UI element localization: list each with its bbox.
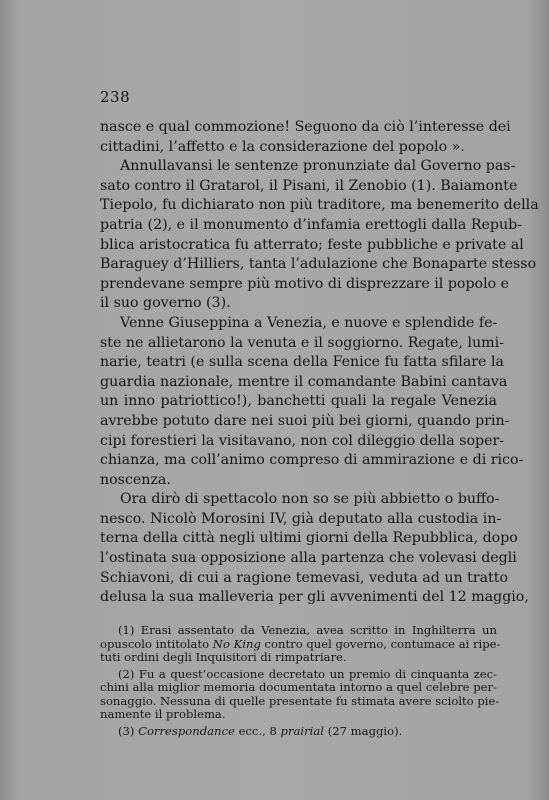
footnote-italic-text: prairial: [280, 723, 325, 738]
footnote-text: (27 maggio).: [324, 723, 403, 738]
text-line: sato contro il Gratarol, il Pisani, il Zenobio (1). Baiamonte: [100, 177, 518, 194]
footnote-line: [100, 636, 501, 652]
text-line: guardia nazionale, mentre il comandante Babini cantava: [100, 373, 508, 390]
footnote-line: [100, 681, 497, 695]
text-line: noscenza.: [100, 471, 171, 488]
text-line: Baraguey d’Hilliers, tanta l’adulazione che Bonaparte stesso: [100, 256, 537, 273]
footnote-text: sonaggio. Nessuna di quelle presentate fu stimata avere sciolto pie-: [100, 693, 500, 708]
text-line: Schiavoni, di cui a ragione temevasi, veduta ad un tratto: [100, 569, 509, 586]
footnote-text: (3): [118, 723, 139, 738]
text-line: cipi forestieri la visitavano, non col dileggio della soper-: [100, 432, 505, 449]
footnote: [100, 623, 501, 665]
text-line: narie, teatri (e sulla scena della Fenice fu fatta sfilare la: [100, 354, 504, 371]
text-line: nesco. Nicolò Morosini IV, già deputato alla custodia in-: [100, 510, 502, 527]
text-line: patria (2), e il monumento d’infamia erettogli dalla Repub-: [100, 216, 523, 233]
text-line: Annullavansi le sentenze pronunziate dal Governo pas-: [120, 158, 516, 175]
footnote: [100, 666, 500, 722]
footnote-line: [100, 668, 497, 682]
text-line: terna della città negli ultimi giorni della Repubblica, dopo: [100, 530, 518, 547]
footnote-text: (1) Erasi assentato da Venezia, avea scritto in Inghilterra un: [118, 623, 497, 637]
text-line: Ora dirò di spettacolo non so se più abbietto o buffo-: [120, 491, 500, 508]
footnote-text: namente il problema.: [100, 707, 226, 721]
text-line: ste ne allietarono la venuta e il soggiorno. Regate, lumi-: [100, 334, 504, 351]
footnote: [100, 725, 497, 739]
text-line: blica aristocratica fu atterrato; feste pubbliche e private al: [100, 236, 524, 253]
text-line: cittadini, l’affetto e la considerazione del popolo ».: [100, 138, 465, 155]
footnote-italic-text: No King: [212, 636, 261, 651]
footnote-text: tuti ordini degli Inquisitori di rimpatriare.: [100, 650, 347, 664]
footnote-italic-text: Correspondance: [138, 723, 235, 738]
footnote-text: chini alla miglior memoria documentata intorno a quel celebre per-: [100, 680, 497, 694]
footnotes: [100, 623, 501, 741]
footnote-line: [100, 624, 497, 638]
footnote-text: (2) Fu a quest’occasione decretato un premio di cinquanta zec-: [118, 666, 497, 681]
body-text: [100, 118, 539, 608]
text-line: delusa la sua malleveria per gli avvenimenti del 12 maggio,: [100, 589, 529, 606]
footnote-line: [100, 651, 497, 665]
footnote-line: [100, 693, 500, 709]
footnote-text: contro quel governo, contumace ai ripe-: [260, 636, 501, 651]
text-line: Tiepolo, fu dichiarato non più traditore, ma benemerito della: [100, 197, 539, 214]
footnote-text: ecc., 8: [234, 723, 281, 738]
text-line: un inno patriottico!), banchetti quali la regale Venezia: [100, 393, 497, 410]
text-line: Venne Giuseppina a Venezia, e nuove e splendide fe-: [120, 314, 498, 331]
text-line: avrebbe potuto dare nei suoi più bei giorni, quando prin-: [100, 412, 510, 429]
text-line: prendevane sempre più motivo di disprezzare il popolo e: [100, 275, 510, 292]
text-line: l’ostinata sua opposizione alla partenza che volevasi degli: [100, 550, 517, 567]
text-line: chianza, ma coll’animo compreso di ammirazione e di rico-: [100, 452, 524, 469]
page-number: 238: [100, 88, 131, 106]
text-line: il suo governo (3).: [100, 295, 231, 312]
text-line: nasce e qual commozione! Seguono da ciò l’interesse dei: [100, 119, 511, 135]
footnote-line: [100, 708, 497, 722]
footnote-line: [100, 725, 497, 739]
footnote-text: opuscolo intitolato: [100, 636, 213, 651]
